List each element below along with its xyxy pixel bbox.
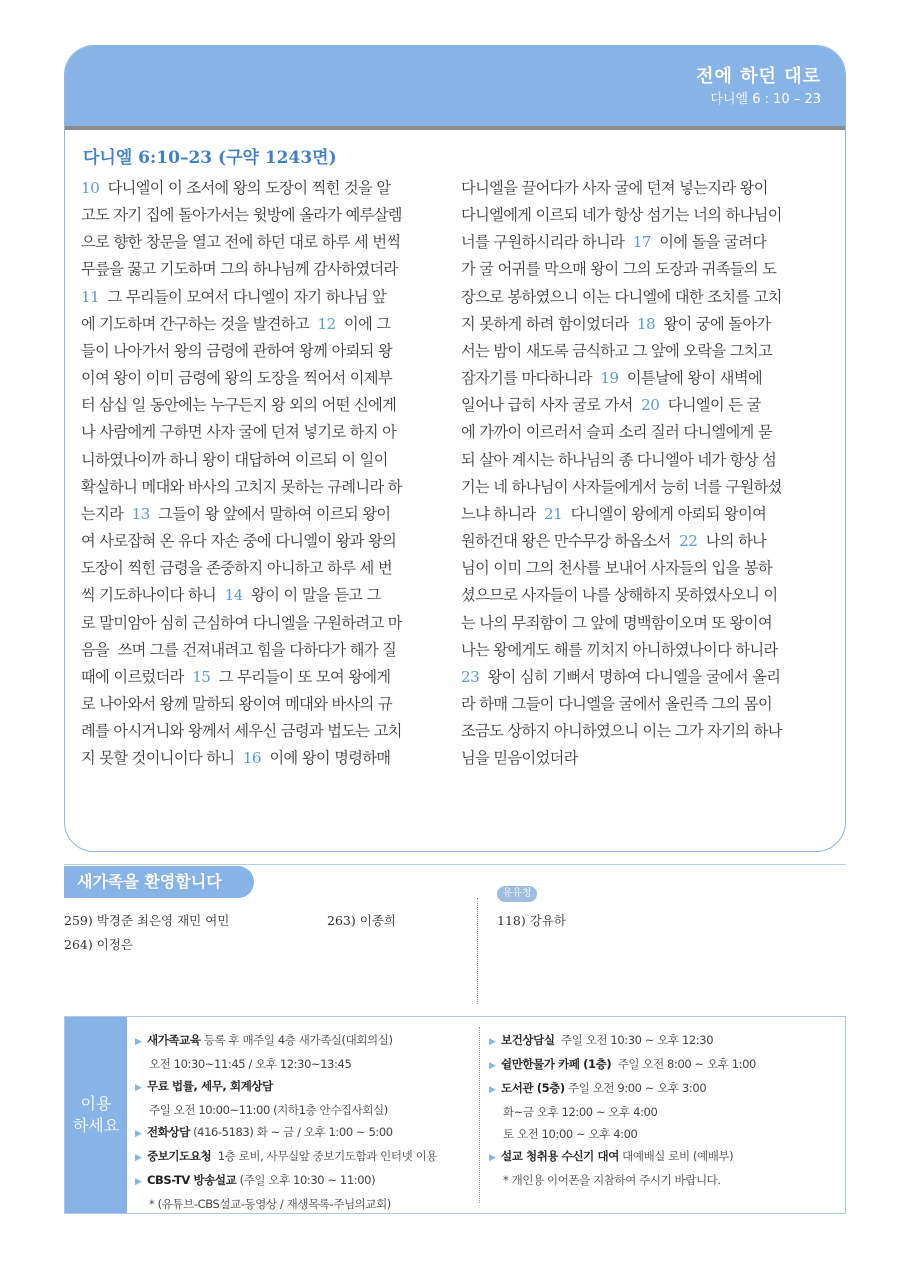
new-family-entry: 263) 이종희: [327, 913, 396, 928]
verse-text: 다니엘이 이 조서에 왕의 도장이 찍힌 것을 알: [99, 179, 391, 197]
verse-text: 이여 왕이 이미 금령에 왕의 도장을 찍어서 이제부: [81, 369, 393, 388]
info-item-title: 새가족교육: [147, 1033, 201, 1047]
bullet-icon: ▶: [135, 1037, 142, 1047]
verse-text: 장으로 봉하였으니 이는 다니엘에 대한 조치를 고치: [461, 287, 782, 306]
scripture-line: [81, 284, 446, 311]
info-item-text: 주일 오전 10:00~11:00 (지하1층 안수집사회실): [149, 1103, 388, 1117]
scripture-line: [461, 582, 826, 609]
scripture-column-left: [81, 175, 446, 772]
info-item-text: 등록 후 매주일 4층 새가족실(대회의실): [200, 1033, 393, 1047]
scripture-line: [81, 610, 446, 637]
verse-number: 22: [679, 532, 698, 551]
info-item-text: (416-5183) 화 ~ 금 / 오후 1:00 ~ 5:00: [189, 1125, 393, 1139]
scripture-box: [64, 45, 846, 852]
verse-text: 왕이 이 말을 듣고 그: [242, 586, 381, 605]
info-column-left: [135, 1029, 475, 1215]
info-label-line: 이용: [80, 1094, 112, 1113]
verse-text: 에 기도하며 간구하는 것을 발견하고: [81, 314, 318, 333]
verse-text: 이에 왕이 명령하매: [261, 749, 391, 768]
info-item-title: 쉴만한물가 카페 (1층): [501, 1057, 612, 1071]
verse-text: 잠자기를 마다하니라: [461, 369, 601, 388]
verse-text: 님을 믿음이었더라: [461, 749, 578, 768]
info-item-text: 주일 오전 10:30 ~ 오후 12:30: [554, 1033, 714, 1047]
info-item: [489, 1123, 839, 1145]
scripture-line: [81, 637, 446, 664]
info-item: [135, 1193, 475, 1215]
verse-text: 느냐 하니라: [461, 504, 545, 523]
new-family-title: 새가족을 환영합니다: [64, 866, 254, 898]
scripture-line: [81, 664, 446, 691]
scripture-line: [461, 202, 826, 229]
info-label-line: 하세요: [72, 1116, 120, 1135]
sermon-title: 전에 하던 대로: [696, 66, 821, 87]
new-family-entry: 259) 박경준 최은영 재민 여민: [64, 913, 230, 928]
verse-number: 17: [632, 233, 651, 252]
info-item-text: 토 오전 10:00 ~ 오후 4:00: [503, 1127, 638, 1141]
info-item: [135, 1075, 475, 1099]
scripture-line: [81, 501, 446, 528]
info-item-text: 주일 오전 9:00 ~ 오후 3:00: [564, 1081, 707, 1095]
verse-text: 이튿날에 왕이 새벽에: [618, 369, 763, 388]
verse-text: 라 하매 그들이 다니엘을 굴에서 올린즉 그의 몸이: [461, 694, 773, 713]
verse-number: 23: [461, 667, 480, 686]
verse-number: 21: [544, 504, 563, 523]
child-entry: 118) 강유하: [497, 913, 566, 928]
verse-text: 나의 하나: [697, 532, 767, 551]
bullet-icon: ▶: [489, 1153, 496, 1163]
verse-text: 조금도 상하지 아니하였으니 이는 그가 자기의 하나: [461, 722, 782, 741]
verse-text: 그 무리들이 모여서 다니엘이 자기 하나님 앞: [99, 287, 387, 306]
verse-text: 가 굴 어귀를 막으매 왕이 그의 도장과 귀족들의 도: [461, 260, 777, 279]
info-label: [65, 1017, 127, 1213]
info-item-title: 전화상담: [147, 1125, 190, 1139]
info-item: [135, 1169, 475, 1193]
verse-text: 너를 구원하시리라 하니라: [461, 233, 633, 252]
verse-text: 는지라: [81, 504, 132, 523]
verse-text: 서는 밤이 새도록 금식하고 그 앞에 오락을 그치고: [461, 341, 773, 360]
new-family-entry: 264) 이정은: [64, 937, 133, 952]
info-item-text: * 개인용 이어폰을 지참하여 주시기 바랍니다.: [503, 1173, 721, 1187]
passage-heading: 다니엘 6:10–23 (구약 1243면): [83, 148, 337, 168]
scripture-line: [461, 555, 826, 582]
scripture-line: [461, 447, 826, 474]
scripture-line: [461, 745, 826, 772]
scripture-line: [461, 474, 826, 501]
scripture-line: [81, 229, 446, 256]
info-item-text: * (유튜브-CBS설교-동영상 / 재생목록-주님의교회): [149, 1197, 391, 1211]
verse-text: 다니엘이 왕에게 아뢰되 왕이여: [562, 504, 767, 523]
verse-text: 지 못하게 하려 함이었더라: [461, 314, 637, 333]
verse-text: 고도 자기 집에 돌아가서는 윗방에 올라가 예루살렘: [81, 206, 402, 225]
verse-text: 원하건대 왕은 만수무강 하옵소서: [461, 532, 680, 551]
verse-text: 들이 나아가서 왕의 금령에 관하여 왕께 아뢰되 왕: [81, 341, 393, 360]
info-item: [135, 1053, 475, 1075]
scripture-line: [461, 637, 826, 664]
verse-number: 16: [242, 749, 261, 768]
verse-number: 13: [131, 504, 150, 523]
verse-text: 왕이 심히 기뻐서 명하여 다니엘을 굴에서 올리: [479, 667, 781, 686]
bullet-icon: ▶: [135, 1083, 142, 1093]
verse-text: 그들이 왕 앞에서 말하여 이르되 왕이: [149, 504, 391, 523]
info-item: [135, 1099, 475, 1121]
verse-number: 10: [81, 179, 100, 197]
sermon-reference: 다니엘 6 : 10 – 23: [710, 92, 821, 107]
info-item: [489, 1145, 839, 1169]
verse-text: 터 삼십 일 동안에는 누구든지 왕 외의 어떤 신에게: [81, 396, 397, 415]
info-item: [489, 1053, 839, 1077]
scripture-header: [65, 46, 845, 126]
bullet-icon: ▶: [135, 1153, 142, 1163]
verse-text: 여 사로잡혀 온 유다 자손 중에 다니엘이 왕과 왕의: [81, 532, 397, 551]
scripture-line: [461, 528, 826, 555]
verse-number: 11: [81, 287, 100, 306]
scripture-line: [461, 284, 826, 311]
scripture-line: [461, 365, 826, 392]
scripture-line: [81, 365, 446, 392]
verse-text: 로 말미암아 심히 근심하여 다니엘을 구원하려고 마: [81, 613, 402, 632]
section-rule: [64, 864, 846, 865]
scripture-line: [461, 419, 826, 446]
verse-text: 이에 그: [335, 314, 391, 333]
info-item: [489, 1029, 839, 1053]
scripture-line: [81, 474, 446, 501]
info-item-title: CBS-TV 방송설교: [147, 1173, 237, 1187]
scripture-line: [81, 202, 446, 229]
verse-text: 지 못할 것이니이다 하니: [81, 749, 243, 768]
scripture-line: [461, 338, 826, 365]
scripture-line: [81, 419, 446, 446]
verse-text: 때에 이르렀더라: [81, 667, 193, 686]
scripture-line: [81, 555, 446, 582]
scripture-line: [461, 718, 826, 745]
verse-text: 일어나 급히 사자 굴로 가서: [461, 396, 642, 415]
scripture-line: [81, 745, 446, 772]
verse-text: 그 무리들이 또 모여 왕에게: [210, 667, 391, 686]
verse-text: 무릎을 꿇고 기도하며 그의 하나님께 감사하였더라: [81, 260, 398, 279]
verse-number: 19: [600, 369, 619, 388]
bullet-icon: ▶: [135, 1129, 142, 1139]
scripture-line: [461, 175, 826, 202]
scripture-line: [461, 664, 826, 691]
info-item: [489, 1101, 839, 1123]
verse-text: 다니엘이 든 굴: [659, 396, 761, 415]
scripture-line: [461, 229, 826, 256]
scripture-line: [81, 311, 446, 338]
info-column-right: [489, 1029, 839, 1191]
bullet-icon: ▶: [489, 1085, 496, 1095]
info-item-text: 대예배실 로비 (예배부): [618, 1149, 734, 1163]
verse-text: 씩 기도하나이다 하니: [81, 586, 225, 605]
verse-text: 다니엘을 끌어다가 사자 굴에 던져 넣는지라 왕이: [461, 179, 768, 197]
scripture-line: [81, 582, 446, 609]
verse-text: 으로 향한 창문을 열고 전에 하던 대로 하루 세 번씩: [81, 233, 401, 252]
info-item: [135, 1145, 475, 1169]
info-item-text: (주일 오후 10:30 ~ 11:00): [236, 1173, 376, 1187]
verse-text: 에 가까이 이르러서 슬피 소리 질러 다니엘에게 묻: [461, 423, 773, 442]
info-item: [135, 1029, 475, 1053]
verse-text: 이에 돌을 굴려다: [650, 233, 767, 252]
child-badge: 유유청: [497, 886, 537, 902]
verse-text: 님이 이미 그의 천사를 보내어 사자들의 입을 봉하: [461, 559, 773, 578]
info-item: [135, 1121, 475, 1145]
scripture-column-right: [461, 175, 826, 772]
info-item-text: 1층 로비, 사무실앞 중보기도함과 인터넷 이용: [211, 1149, 437, 1163]
verse-text: 로 나아와서 왕께 말하되 왕이여 메대와 바사의 규: [81, 694, 393, 713]
scripture-line: [81, 528, 446, 555]
scripture-line: [461, 311, 826, 338]
bullet-icon: ▶: [489, 1037, 496, 1047]
scripture-line: [461, 501, 826, 528]
verse-number: 18: [636, 314, 656, 333]
scripture-line: [461, 610, 826, 637]
info-item-text: 화~금 오후 12:00 ~ 오후 4:00: [503, 1105, 658, 1119]
verse-text: 확실하니 메대와 바사의 고치지 못하는 규례니라 하: [81, 477, 402, 496]
verse-number: 20: [641, 396, 660, 415]
verse-text: 나는 왕에게도 해를 끼치지 아니하였나이다 하니라: [461, 640, 778, 659]
verse-text: 는 나의 무죄함이 그 앞에 명백함이오며 또 왕이여: [461, 613, 773, 632]
scripture-line: [81, 175, 446, 202]
verse-text: 셨으므로 사자들이 나를 상해하지 못하였사오니 이: [461, 586, 778, 605]
bullet-icon: ▶: [489, 1061, 496, 1071]
verse-text: 되 살아 계시는 하나님의 종 다니엘아 네가 항상 섬: [461, 450, 777, 469]
scripture-line: [81, 718, 446, 745]
scripture-line: [81, 392, 446, 419]
info-item-title: 중보기도요청: [147, 1149, 212, 1163]
verse-text: 니하였나이까 하니 왕이 대답하여 이르되 이 일이: [81, 450, 388, 469]
verse-text: 다니엘에게 이르되 네가 항상 섬기는 너의 하나님이: [461, 206, 782, 225]
info-item-title: 보건상담실: [501, 1033, 555, 1047]
info-item: [489, 1169, 839, 1191]
info-item-title: 무료 법률, 세무, 회계상담: [147, 1079, 273, 1093]
info-divider: [479, 1027, 480, 1203]
verse-text: 나 사람에게 구하면 사자 굴에 던져 넣기로 하지 아: [81, 423, 397, 442]
scripture-line: [461, 256, 826, 283]
scripture-line: [81, 338, 446, 365]
verse-text: 례를 아시거니와 왕께서 세우신 금령과 법도는 고치: [81, 722, 402, 741]
verse-text: 왕이 궁에 돌아가: [655, 314, 771, 333]
scripture-line: [81, 691, 446, 718]
scripture-line: [461, 691, 826, 718]
info-item-text: 오전 10:30~11:45 / 오후 12:30~13:45: [149, 1057, 352, 1071]
bullet-icon: ▶: [135, 1177, 142, 1187]
info-box: [64, 1016, 846, 1214]
info-item-title: 도서관 (5층): [501, 1081, 565, 1095]
column-divider: [477, 898, 478, 1004]
verse-number: 14: [224, 586, 243, 605]
scripture-line: [81, 447, 446, 474]
scripture-line: [461, 392, 826, 419]
info-item-title: 설교 청취용 수신기 대여: [501, 1149, 619, 1163]
scripture-line: [81, 256, 446, 283]
verse-number: 12: [317, 314, 336, 333]
info-item: [489, 1077, 839, 1101]
header-rule: [65, 126, 845, 130]
verse-text: 도장이 찍힌 금령을 존중하지 아니하고 하루 세 번: [81, 559, 393, 578]
verse-text: 기는 네 하나님이 사자들에게서 능히 너를 구원하셨: [461, 477, 782, 496]
verse-number: 15: [192, 667, 211, 686]
info-item-text: 주일 오전 8:00 ~ 오후 1:00: [611, 1057, 756, 1071]
verse-text: 음을 쓰며 그를 건져내려고 힘을 다하다가 해가 질: [81, 640, 397, 659]
